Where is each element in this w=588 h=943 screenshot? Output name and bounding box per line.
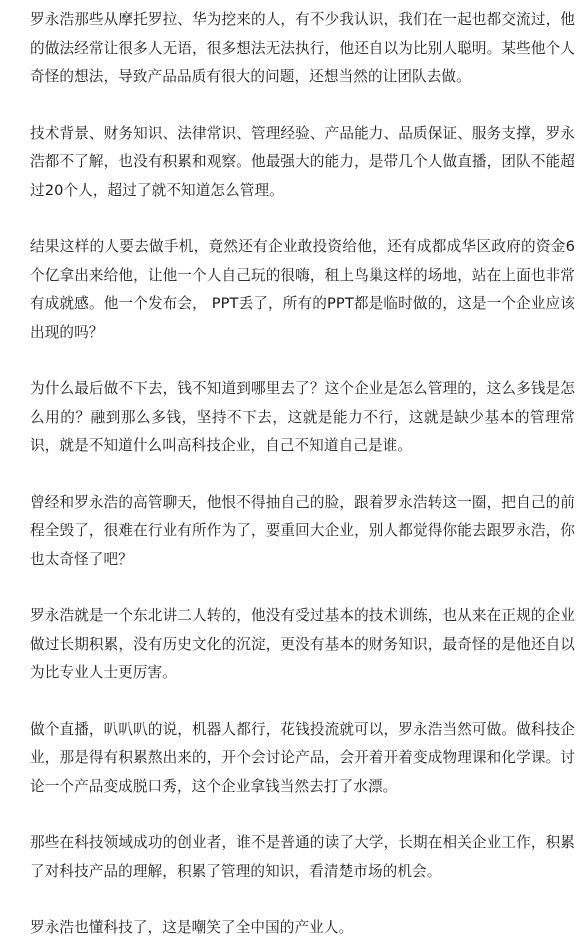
article-body [30, 6, 575, 943]
paragraph-5: 曾经和罗永浩的高管聊天，他恨不得抽自己的脸，跟着罗永浩转这一圈，把自己的前程全毁了，很难在行业有所作为了，要重回大企业，别人都觉得你能去跟罗永浩，你也太奇怪了吧？ [30, 493, 575, 568]
paragraph-9: 罗永浩也懂科技了，这是嘲笑了全中国的产业人。 [30, 919, 354, 936]
paragraph-3: 结果这样的人要去做手机，竟然还有企业敢投资给他，还有成都成华区政府的资金6个亿拿出来给他，让他一个人自己玩的很嗨，租上鸟巢这样的场地，站在上面也非常有成就感。他一个发布会， PPT丢了，所有的PPT都是临时做的，这是一个企业应该出现的吗？ [30, 238, 575, 341]
paragraph-2: 技术背景、财务知识、法律常识、管理经验、产品能力、品质保证、服务支撑，罗永浩都不了解，也没有积累和观察。他最强大的能力，是带几个人做直播，团队不能超过20个人，超过了就不知道怎么管理。 [30, 124, 575, 199]
paragraph-7: 做个直播，叭叭叭的说，机器人都行，花钱投流就可以，罗永浩当然可做。做科技企业，那是得有积累熬出来的，开个会讨论产品，会开着开着变成物理课和化学课。讨论一个产品变成脱口秀，这个企业拿钱当然去打了水漂。 [30, 720, 575, 795]
paragraph-1: 罗永浩那些从摩托罗拉、华为挖来的人，有不少我认识，我们在一起也都交流过，他的做法经常让很多人无语，很多想法无法执行，他还自以为比别人聪明。某些他个人奇怪的想法，导致产品品质有很大的问题，还想当然的让团队去做。 [30, 11, 575, 85]
paragraph-4: 为什么最后做不下去，钱不知道到哪里去了？这个企业是怎么管理的，这么多钱是怎么用的？融到那么多钱，坚持不下去，这就是能力不行，这就是缺少基本的管理常识，就是不知道什么叫高科技企业，自己不知道自己是谁。 [30, 380, 575, 454]
paragraph-8: 那些在科技领域成功的创业者，谁不是普通的读了大学，长期在相关企业工作，积累了对科技产品的理解，积累了管理的知识，看清楚市场的机会。 [30, 834, 575, 880]
paragraph-6: 罗永浩就是一个东北讲二人转的，他没有受过基本的技术训练，也从来在正规的企业做过长期积累，没有历史文化的沉淀，更没有基本的财务知识，最奇怪的是他还自以为比专业人士更厉害。 [30, 607, 575, 681]
